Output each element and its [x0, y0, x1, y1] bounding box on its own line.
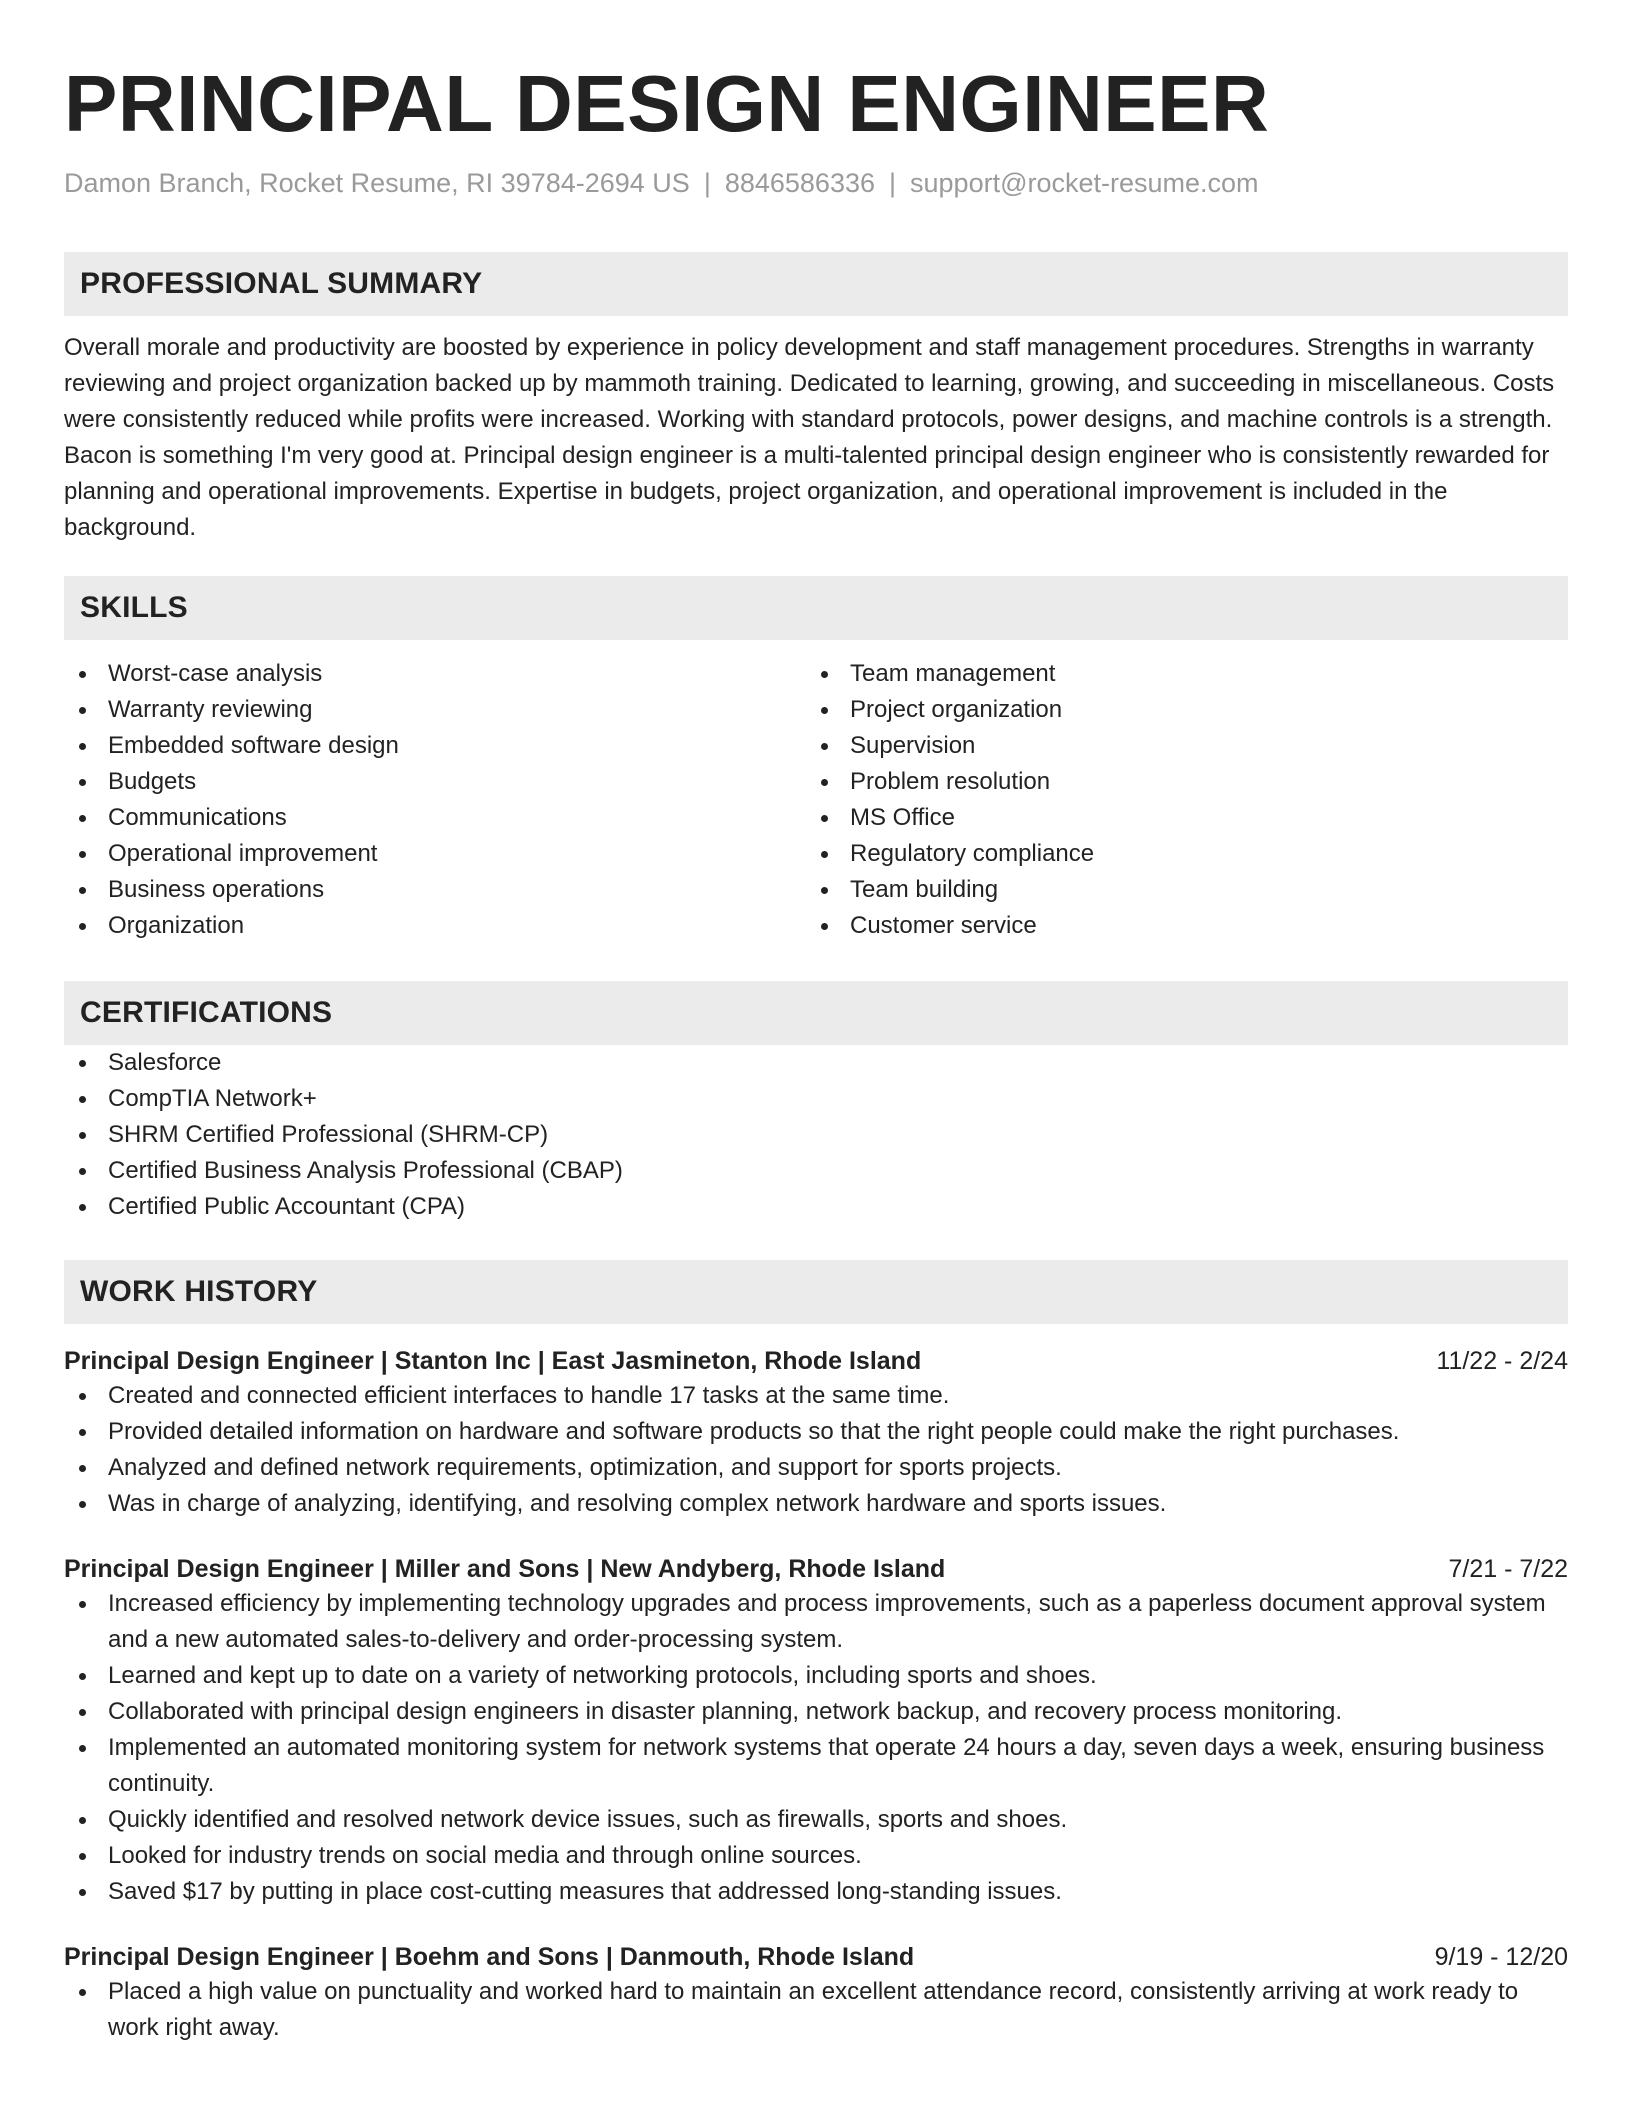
certification-item: SHRM Certified Professional (SHRM-CP)	[64, 1117, 1568, 1153]
skill-item: Budgets	[64, 764, 806, 800]
section-header-summary	[64, 252, 1568, 316]
skills-column-left	[64, 656, 806, 944]
section-header-certifications	[64, 981, 1568, 1045]
skill-item: Embedded software design	[64, 728, 806, 764]
contact-line	[64, 166, 1568, 200]
job-header	[64, 1344, 1568, 1378]
job-bullet: Collaborated with principal design engineers in disaster planning, network backup, and recovery process monitoring.	[64, 1694, 1568, 1730]
job-title: Principal Design Engineer | Miller and Sons | New Andyberg, Rhode Island	[64, 1555, 946, 1583]
skill-item: MS Office	[806, 800, 1548, 836]
skill-item: Problem resolution	[806, 764, 1548, 800]
skill-item: Regulatory compliance	[806, 836, 1548, 872]
job-bullet: Created and connected efficient interfaces to handle 17 tasks at the same time.	[64, 1378, 1568, 1414]
job-entry	[64, 1940, 1568, 2046]
skills-list	[64, 656, 1568, 944]
job-bullet: Provided detailed information on hardware and software products so that the right people could make the right purchases.	[64, 1414, 1568, 1450]
skill-item: Communications	[64, 800, 806, 836]
job-entry	[64, 1552, 1568, 1910]
skill-item: Team management	[806, 656, 1548, 692]
job-bullets	[64, 1586, 1568, 1910]
skill-item: Team building	[806, 872, 1548, 908]
job-dates: 7/21 - 7/22	[1448, 1555, 1568, 1583]
skill-item: Customer service	[806, 908, 1548, 944]
certification-item: Certified Business Analysis Professional (CBAP)	[64, 1153, 1568, 1189]
job-header	[64, 1940, 1568, 1974]
skills-column-right	[806, 656, 1548, 944]
job-bullets	[64, 1974, 1568, 2046]
job-bullet: Implemented an automated monitoring system for network systems that operate 24 hours a day, seven days a week, ensuring business continuity.	[64, 1730, 1568, 1802]
resume-page	[64, 58, 1568, 2046]
job-bullet: Placed a high value on punctuality and worked hard to maintain an excellent attendance record, consistently arriving at work ready to work right away.	[64, 1974, 1568, 2046]
job-bullet: Was in charge of analyzing, identifying, and resolving complex network hardware and sports issues.	[64, 1486, 1568, 1522]
skill-item: Supervision	[806, 728, 1548, 764]
certification-item: Certified Public Accountant (CPA)	[64, 1189, 1568, 1225]
job-bullet: Increased efficiency by implementing technology upgrades and process improvements, such as a paperless document approval system and a new automated sales-to-delivery and order-processing system.	[64, 1586, 1568, 1658]
job-header	[64, 1552, 1568, 1586]
skill-item: Warranty reviewing	[64, 692, 806, 728]
skill-item: Business operations	[64, 872, 806, 908]
certification-item: CompTIA Network+	[64, 1081, 1568, 1117]
certification-item: Salesforce	[64, 1045, 1568, 1081]
job-dates: 9/19 - 12/20	[1434, 1943, 1568, 1971]
job-bullet: Learned and kept up to date on a variety of networking protocols, including sports and shoes.	[64, 1658, 1568, 1694]
section-header-skills	[64, 576, 1568, 640]
section-title: WORK HISTORY	[80, 1275, 318, 1308]
contact-separator: |	[889, 168, 897, 198]
summary-text: Overall morale and productivity are boosted by experience in policy development and staff management procedures. Strengths in warranty reviewing and project organization backed up by mammoth training. Dedicated to learning, growing, and succeeding in miscellaneous. Costs were consistently reduced while profits were increased. Working with standard protocols, power designs, and machine controls is a strength. Bacon is something I'm very good at. Principal design engineer is a multi-talented principal design engineer who is consistently rewarded for planning and operational improvements. Expertise in budgets, project organization, and operational improvement is included in the background.	[64, 334, 1555, 541]
job-title: Principal Design Engineer | Stanton Inc | East Jasmineton, Rhode Island	[64, 1347, 922, 1375]
job-title: Principal Design Engineer | Boehm and Sons | Danmouth, Rhode Island	[64, 1943, 915, 1971]
section-title: SKILLS	[80, 591, 188, 624]
contact-address: Damon Branch, Rocket Resume, RI 39784-2694 US	[64, 168, 690, 198]
job-bullet: Looked for industry trends on social media and through online sources.	[64, 1838, 1568, 1874]
job-bullet: Analyzed and defined network requirements, optimization, and support for sports projects.	[64, 1450, 1568, 1486]
job-dates: 11/22 - 2/24	[1436, 1347, 1568, 1375]
certifications-list	[64, 1045, 1568, 1225]
skill-item: Organization	[64, 908, 806, 944]
job-bullet: Saved $17 by putting in place cost-cutting measures that addressed long-standing issues.	[64, 1874, 1568, 1910]
skill-item: Worst-case analysis	[64, 656, 806, 692]
job-entry	[64, 1344, 1568, 1522]
page-title: PRINCIPAL DESIGN ENGINEER	[64, 59, 1270, 148]
contact-separator: |	[703, 168, 711, 198]
job-bullets	[64, 1378, 1568, 1522]
skill-item: Operational improvement	[64, 836, 806, 872]
contact-phone: 8846586336	[724, 168, 875, 198]
section-title: CERTIFICATIONS	[80, 996, 333, 1029]
job-bullet: Quickly identified and resolved network device issues, such as firewalls, sports and shoes.	[64, 1802, 1568, 1838]
contact-email: support@rocket-resume.com	[910, 168, 1259, 198]
skill-item: Project organization	[806, 692, 1548, 728]
section-title: PROFESSIONAL SUMMARY	[80, 267, 483, 300]
section-header-work-history	[64, 1260, 1568, 1324]
